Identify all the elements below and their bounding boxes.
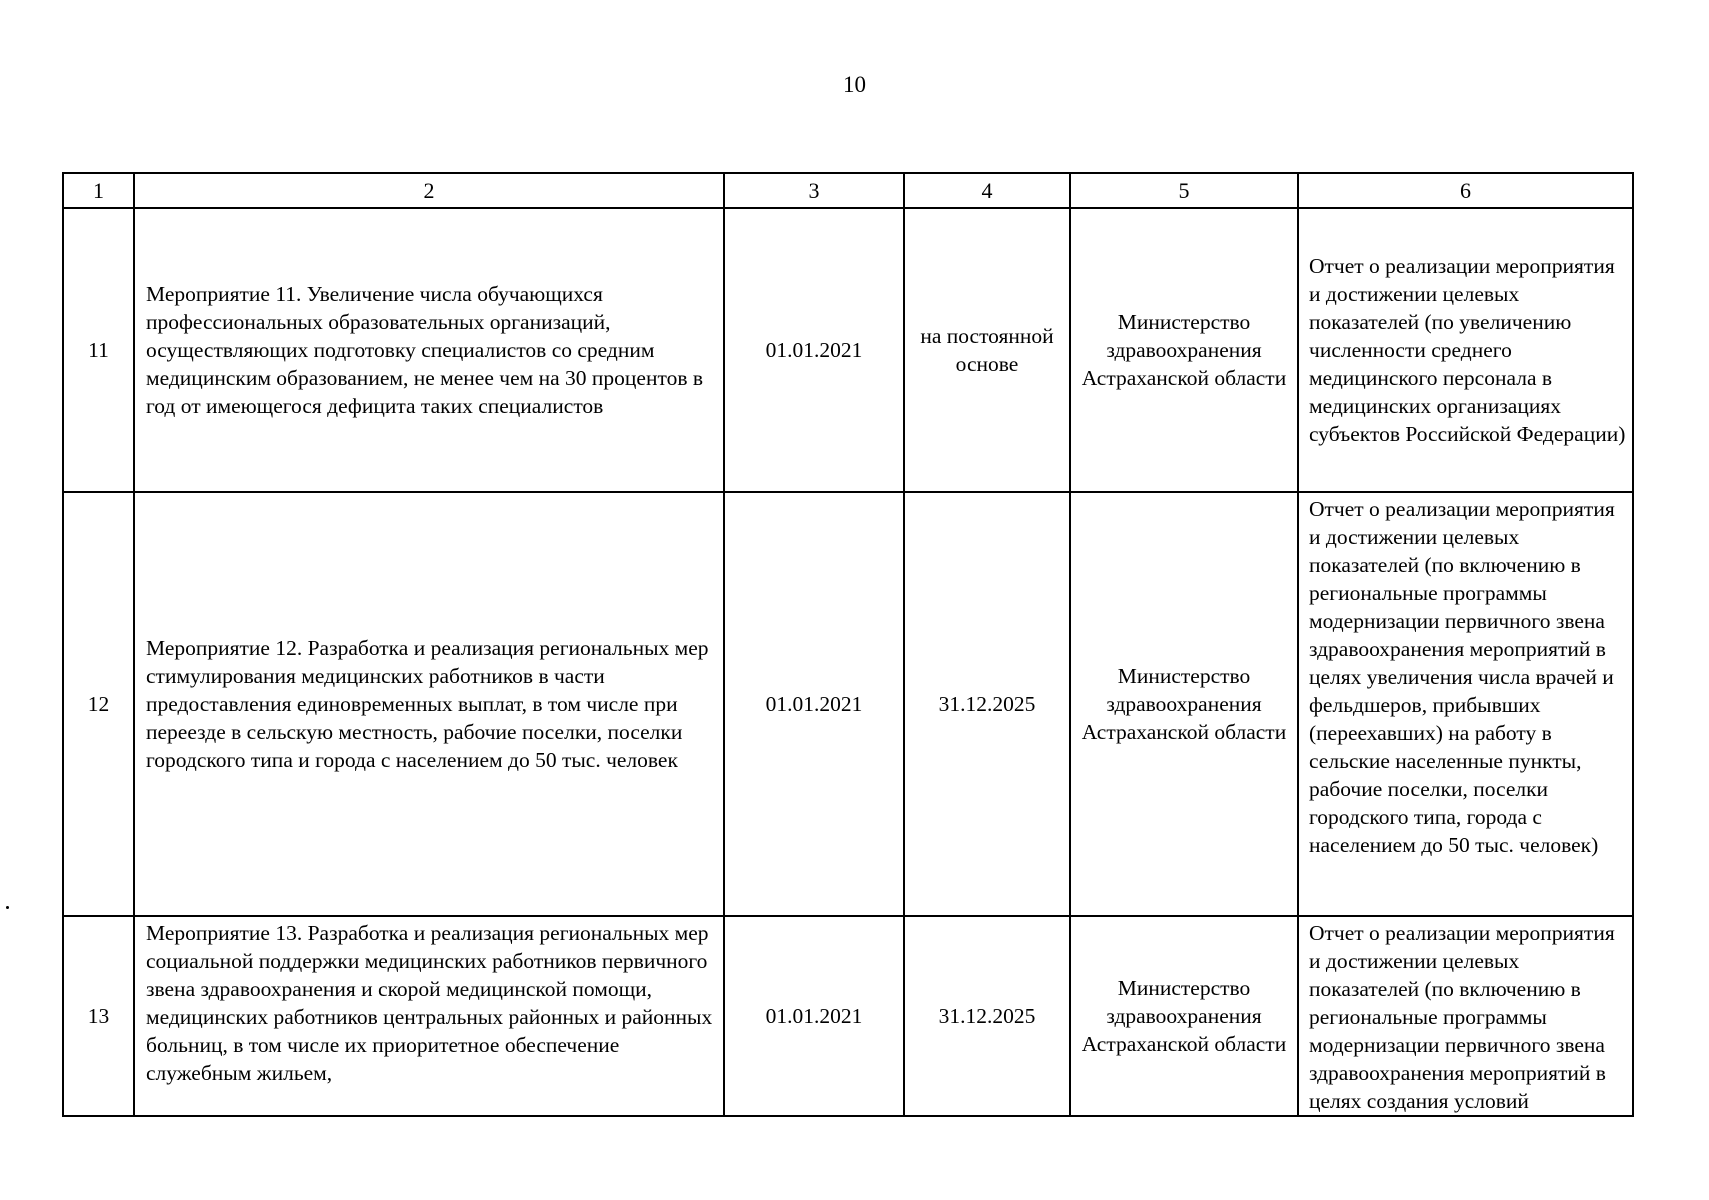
table-row <box>63 208 1633 492</box>
end-date: 31.12.2025 <box>904 916 1070 1116</box>
table-row <box>63 916 1633 1116</box>
event-description: Мероприятие 11. Увеличение числа обучающихся профессиональных образовательных организаций, осуществляющих подготовку специалистов со средним медицинским образованием, не менее чем на 30 процентов в год от имеющегося дефицита таких специалистов <box>134 208 724 492</box>
expected-result: Отчет о реализации мероприятия и достижении целевых показателей (по включению в региональные программы модернизации первичного звена здравоохранения мероприятий в целях создания условий <box>1298 916 1633 1116</box>
column-header: 3 <box>724 173 904 208</box>
column-header: 1 <box>63 173 134 208</box>
responsible-party: Министерство здравоохранения Астраханской области <box>1070 916 1298 1116</box>
start-date: 01.01.2021 <box>724 208 904 492</box>
event-description: Мероприятие 12. Разработка и реализация региональных мер стимулирования медицинских работников в части предоставления единовременных выплат, в том числе при переезде в сельскую местность, рабочие поселки, поселки городского типа и города с населением до 50 тыс. человек <box>134 492 724 916</box>
start-date: 01.01.2021 <box>724 916 904 1116</box>
expected-result: Отчет о реализации мероприятия и достижении целевых показателей (по увеличению численности среднего медицинского персонала в медицинских организациях субъектов Российской Федерации) <box>1298 208 1633 492</box>
column-header: 6 <box>1298 173 1633 208</box>
row-number: 13 <box>63 916 134 1116</box>
row-number: 11 <box>63 208 134 492</box>
table-header-row <box>63 173 1633 208</box>
column-header: 4 <box>904 173 1070 208</box>
end-date: на постоянной основе <box>904 208 1070 492</box>
event-description: Мероприятие 13. Разработка и реализация региональных мер социальной поддержки медицинских работников первичного звена здравоохранения и скорой медицинской помощи, медицинских работников центральных районных и районных больниц, в том числе их приоритетное обеспечение служебным жильем, <box>134 916 724 1116</box>
column-header: 2 <box>134 173 724 208</box>
column-header: 5 <box>1070 173 1298 208</box>
responsible-party: Министерство здравоохранения Астраханской области <box>1070 208 1298 492</box>
row-number: 12 <box>63 492 134 916</box>
expected-result: Отчет о реализации мероприятия и достижении целевых показателей (по включению в региональные программы модернизации первичного звена здравоохранения мероприятий в целях увеличения числа врачей и фельдшеров, прибывших (переехавших) на работу в сельские населенные пункты, рабочие поселки, поселки городского типа, города с населением до 50 тыс. человек) <box>1298 492 1633 916</box>
page-number: 10 <box>843 72 866 97</box>
scan-speck <box>6 906 9 909</box>
measures-table <box>62 172 1634 1117</box>
start-date: 01.01.2021 <box>724 492 904 916</box>
responsible-party: Министерство здравоохранения Астраханской области <box>1070 492 1298 916</box>
table-row <box>63 492 1633 916</box>
end-date: 31.12.2025 <box>904 492 1070 916</box>
